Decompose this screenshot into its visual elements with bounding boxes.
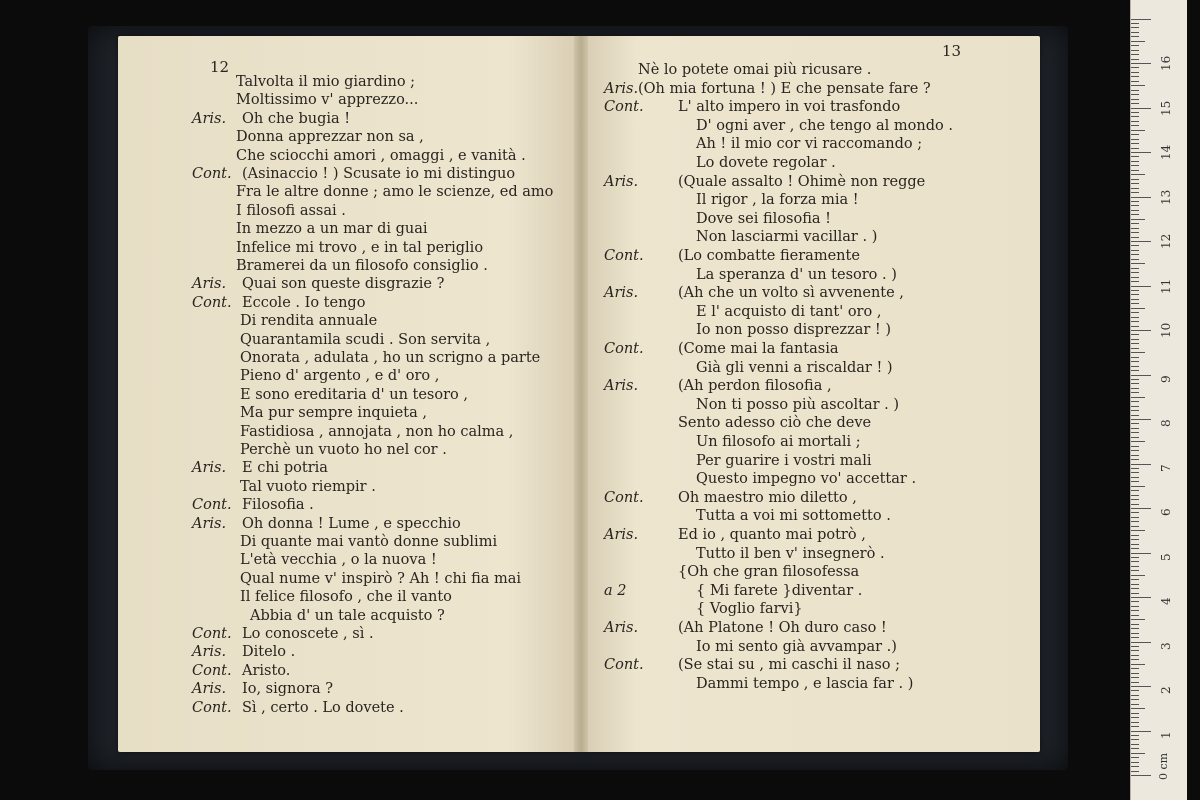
left-page-number: 12 <box>210 58 230 76</box>
ruler-tick <box>1131 268 1139 269</box>
ruler-tick <box>1131 272 1139 273</box>
speaker-label: Aris. <box>604 80 639 97</box>
ruler-tick <box>1131 566 1139 567</box>
speaker-label: a 2 <box>604 582 627 599</box>
ruler-tick <box>1131 312 1139 313</box>
ruler-tick <box>1131 370 1139 371</box>
ruler-tick <box>1131 205 1139 206</box>
ruler-tick <box>1131 152 1151 153</box>
verse-line: (Come mai la fantasia <box>678 341 839 357</box>
ruler-tick <box>1131 188 1139 189</box>
verse-line: { Voglio farvi} <box>696 601 803 618</box>
ruler-tick <box>1131 299 1139 300</box>
speaker-label: Aris. <box>192 110 227 127</box>
ruler-tick <box>1131 704 1139 705</box>
ruler-tick <box>1131 237 1139 238</box>
verse-line: Io non posso disprezzar ! ) <box>696 322 892 339</box>
verse-line: Già gli venni a riscaldar ! ) <box>696 359 893 376</box>
ruler-tick <box>1131 228 1139 229</box>
ruler-tick <box>1131 739 1139 740</box>
ruler-tick <box>1131 584 1139 585</box>
ruler-number: 1 <box>1159 730 1173 739</box>
ruler-tick <box>1131 85 1145 86</box>
speaker-label: Cont. <box>192 294 232 311</box>
ruler-number: 13 <box>1159 189 1173 205</box>
ruler-tick <box>1131 170 1139 171</box>
ruler-tick <box>1131 183 1139 184</box>
verse-line: Ed io , quanto mai potrò , <box>678 527 866 543</box>
verse-line: Oh maestro mio diletto , <box>678 489 857 506</box>
ruler-tick <box>1131 156 1139 157</box>
speaker-label: Aris. <box>192 681 227 698</box>
ruler-tick <box>1131 94 1139 95</box>
ruler-tick <box>1131 277 1139 278</box>
ruler-tick <box>1131 633 1139 634</box>
right-page <box>582 36 1040 752</box>
ruler-tick <box>1131 690 1139 691</box>
verse-line: Onorata , adulata , ho un scrigno a parte <box>240 350 541 366</box>
speaker-label: Cont. <box>604 489 644 506</box>
verse-line: (Ah Platone ! Oh duro caso ! <box>678 620 887 636</box>
ruler-tick <box>1131 722 1139 723</box>
ruler-tick <box>1131 112 1139 113</box>
ruler-tick <box>1131 650 1139 651</box>
ruler-tick <box>1131 450 1139 451</box>
ruler-tick <box>1131 731 1151 732</box>
speaker-label: Aris. <box>192 276 227 293</box>
ruler-number: 5 <box>1159 552 1173 561</box>
verse-line: Dammi tempo , e lascia far . ) <box>696 675 914 692</box>
ruler-tick <box>1131 682 1139 683</box>
verse-line: { Mi farete }diventar . <box>696 582 863 599</box>
ruler-number: 8 <box>1159 419 1173 427</box>
ruler-tick <box>1131 72 1139 73</box>
verse-line: E l' acquisto di tant' oro , <box>696 303 882 320</box>
ruler-tick <box>1131 771 1139 772</box>
speaker-label: Cont. <box>604 341 644 357</box>
ruler-tick <box>1131 481 1139 482</box>
ruler-tick <box>1131 628 1139 629</box>
verse-line: Donna apprezzar non sa , <box>236 129 424 146</box>
ruler-tick <box>1131 63 1151 64</box>
speaker-label: Aris. <box>192 644 227 661</box>
verse-line: Io, signora ? <box>242 681 334 698</box>
verse-line: Perchè un vuoto ho nel cor . <box>240 442 447 458</box>
ruler-tick <box>1131 575 1145 576</box>
ruler-tick <box>1131 343 1139 344</box>
ruler-tick <box>1131 472 1139 473</box>
verse-line: Talvolta il mio giardino ; <box>236 74 416 90</box>
ruler-tick <box>1131 223 1139 224</box>
verse-line: E sono ereditaria d' un tesoro , <box>240 386 468 403</box>
verse-line: Ditelo . <box>242 644 296 661</box>
ruler-tick <box>1131 512 1139 513</box>
ruler-tick <box>1131 281 1139 282</box>
verse-line: Tutto il ben v' insegnerò . <box>696 545 885 562</box>
ruler-tick <box>1131 553 1151 554</box>
ruler-tick <box>1131 210 1139 211</box>
ruler-tick <box>1131 432 1139 433</box>
ruler-tick <box>1131 23 1139 24</box>
verse-line: Ah ! il mio cor vi raccomando ; <box>696 136 923 153</box>
ruler-tick <box>1131 294 1139 295</box>
ruler-tick <box>1131 557 1139 558</box>
ruler-tick <box>1131 36 1139 37</box>
ruler-tick <box>1131 437 1139 438</box>
ruler-tick <box>1131 477 1139 478</box>
ruler-tick <box>1131 130 1145 131</box>
ruler-tick <box>1131 735 1139 736</box>
ruler-tick <box>1131 214 1139 215</box>
measurement-ruler <box>1130 0 1187 800</box>
verse-line: Bramerei da un filosofo consiglio . <box>236 258 488 274</box>
ruler-tick <box>1131 775 1151 776</box>
ruler-tick <box>1131 383 1139 384</box>
speaker-label: Aris. <box>604 620 639 636</box>
verse-line: Il felice filosofo , che il vanto <box>240 589 452 606</box>
verse-line: Ma pur sempre inquieta , <box>240 405 427 422</box>
ruler-tick <box>1131 263 1145 264</box>
ruler-number: 2 <box>1159 686 1173 694</box>
ruler-tick <box>1131 321 1139 322</box>
speaker-label: Cont. <box>192 699 232 716</box>
ruler-tick <box>1131 713 1139 714</box>
verse-line: Dove sei filosofia ! <box>696 210 831 227</box>
verse-line: (Ah che un volto sì avvenente , <box>678 285 904 302</box>
ruler-tick <box>1131 90 1139 91</box>
ruler-number: 6 <box>1159 508 1173 516</box>
speaker-label: Aris. <box>604 173 639 190</box>
ruler-number: 7 <box>1159 463 1173 472</box>
ruler-tick <box>1131 544 1139 545</box>
verse-line: Qual nume v' inspirò ? Ah ! chi fia mai <box>240 570 522 587</box>
ruler-tick <box>1131 201 1139 202</box>
ruler-tick <box>1131 290 1139 291</box>
ruler-tick <box>1131 308 1145 309</box>
ruler-tick <box>1131 50 1139 51</box>
ruler-tick <box>1131 539 1139 540</box>
verse-line: (Oh mia fortuna ! ) E che pensate fare ? <box>638 80 931 97</box>
ruler-tick <box>1131 468 1139 469</box>
ruler-tick <box>1131 254 1139 255</box>
ruler-tick <box>1131 415 1139 416</box>
verse-line: Quai son queste disgrazie ? <box>242 276 445 293</box>
ruler-tick <box>1131 615 1139 616</box>
ruler-tick <box>1131 588 1139 589</box>
verse-line: (Se stai su , mi caschi il naso ; <box>678 657 900 674</box>
ruler-tick <box>1131 624 1139 625</box>
speaker-label: Aris. <box>192 460 227 477</box>
ruler-tick <box>1131 357 1139 358</box>
verse-line: Infelice mi trovo , e in tal periglio <box>236 239 484 256</box>
ruler-tick <box>1131 134 1139 135</box>
ruler-tick <box>1131 125 1139 126</box>
speaker-label: Aris. <box>604 527 639 543</box>
ruler-tick <box>1131 610 1139 611</box>
ruler-tick <box>1131 619 1145 620</box>
ruler-tick <box>1131 139 1139 140</box>
verse-line: In mezzo a un mar di guai <box>236 221 428 238</box>
ruler-tick <box>1131 597 1151 598</box>
ruler-tick <box>1131 250 1139 251</box>
ruler-tick <box>1131 179 1139 180</box>
verse-line: Questo impegno vo' accettar . <box>696 471 917 488</box>
ruler-number: 9 <box>1159 374 1173 383</box>
verse-line: (Quale assalto ! Ohimè non regge <box>678 173 926 190</box>
ruler-tick <box>1131 695 1139 696</box>
verse-line: D' ogni aver , che tengo al mondo . <box>696 117 953 134</box>
ruler-tick <box>1131 521 1139 522</box>
ruler-tick <box>1131 642 1151 643</box>
ruler-tick <box>1131 668 1139 669</box>
ruler-tick <box>1131 664 1145 665</box>
ruler-tick <box>1131 570 1139 571</box>
verse-line: Aristo. <box>242 662 291 679</box>
ruler-tick <box>1131 232 1139 233</box>
verse-line: Quarantamila scudi . Son servita , <box>240 331 491 348</box>
verse-line: Moltissimo v' apprezzo... <box>236 92 419 109</box>
ruler-tick <box>1131 219 1145 220</box>
ruler-tick <box>1131 348 1139 349</box>
ruler-tick <box>1131 103 1139 104</box>
ruler-tick <box>1131 67 1139 68</box>
ruler-number: 12 <box>1159 233 1173 249</box>
speaker-label: Cont. <box>192 497 232 514</box>
verse-line: (Asinaccio ! ) Scusate io mi distinguo <box>242 166 516 182</box>
verse-line: Io mi sento già avvampar .) <box>696 638 897 655</box>
ruler-tick <box>1131 41 1145 42</box>
left-page <box>118 36 578 752</box>
ruler-tick <box>1131 637 1139 638</box>
ruler-tick <box>1131 717 1139 718</box>
ruler-tick <box>1131 54 1139 55</box>
verse-line: Non ti posso più ascoltar . ) <box>696 396 899 413</box>
ruler-tick <box>1131 530 1145 531</box>
ruler-tick <box>1131 99 1139 100</box>
speaker-label: Aris. <box>604 285 639 302</box>
ruler-tick <box>1131 334 1139 335</box>
ruler-tick <box>1131 548 1139 549</box>
ruler-tick <box>1131 108 1151 109</box>
ruler-tick <box>1131 361 1139 362</box>
ruler-tick <box>1131 32 1139 33</box>
ruler-number: 4 <box>1159 597 1173 605</box>
ruler-tick <box>1131 76 1139 77</box>
ruler-tick <box>1131 375 1151 376</box>
ruler-tick <box>1131 286 1151 287</box>
verse-line: Oh che bugia ! <box>242 110 351 127</box>
verse-line: La speranza d' un tesoro . ) <box>696 266 897 283</box>
ruler-number: 15 <box>1159 100 1173 116</box>
verse-line: Lo conoscete , sì . <box>242 626 374 642</box>
ruler-tick <box>1131 699 1139 700</box>
verse-line: Sì , certo . Lo dovete . <box>242 699 404 716</box>
ruler-tick <box>1131 601 1139 602</box>
ruler-tick <box>1131 241 1151 242</box>
ruler-tick <box>1131 748 1139 749</box>
ruler-tick <box>1131 517 1139 518</box>
ruler-tick <box>1131 245 1139 246</box>
verse-line: Fastidiosa , annojata , non ho calma , <box>240 423 514 440</box>
ruler-tick <box>1131 655 1139 656</box>
ruler-tick <box>1131 192 1139 193</box>
verse-line: Eccole . Io tengo <box>242 294 366 311</box>
verse-line: Filosofia . <box>242 497 314 514</box>
verse-line: E chi potria <box>242 460 328 477</box>
ruler-number: 16 <box>1159 55 1173 71</box>
speaker-label: Aris. <box>192 515 227 532</box>
book-gutter <box>574 36 588 752</box>
ruler-tick <box>1131 259 1139 260</box>
ruler-tick <box>1131 45 1139 46</box>
ruler-tick <box>1131 143 1139 144</box>
ruler-tick <box>1131 499 1139 500</box>
ruler-tick <box>1131 423 1139 424</box>
ruler-tick <box>1131 606 1139 607</box>
ruler-tick <box>1131 410 1139 411</box>
verse-line: Di rendita annuale <box>240 313 378 330</box>
ruler-tick <box>1131 352 1145 353</box>
ruler-tick <box>1131 165 1139 166</box>
ruler-tick <box>1131 508 1151 509</box>
ruler-tick <box>1131 27 1139 28</box>
verse-line: Il rigor , la forza mia ! <box>696 192 859 209</box>
verse-line: Di quante mai vantò donne sublimi <box>240 534 498 550</box>
ruler-tick <box>1131 81 1139 82</box>
ruler-tick <box>1131 686 1151 687</box>
verse-line: Tutta a voi mi sottometto . <box>696 508 891 525</box>
speaker-label: Cont. <box>192 662 232 679</box>
ruler-tick <box>1131 317 1139 318</box>
ruler-tick <box>1131 673 1139 674</box>
ruler-number: 14 <box>1159 144 1173 160</box>
verse-line: Lo dovete regolar . <box>696 155 836 171</box>
ruler-tick <box>1131 392 1139 393</box>
verse-line: Fra le altre donne ; amo le scienze, ed amo <box>236 184 554 201</box>
ruler-tick <box>1131 659 1139 660</box>
verse-line: Che sciocchi amori , omaggi , e vanità . <box>236 147 526 164</box>
ruler-number: 10 <box>1159 322 1173 338</box>
ruler-tick <box>1131 330 1151 331</box>
ruler-tick <box>1131 490 1139 491</box>
ruler-tick <box>1131 406 1139 407</box>
ruler-tick <box>1131 726 1139 727</box>
verse-line: Abbia d' un tale acquisto ? <box>250 607 445 624</box>
speaker-label: Cont. <box>604 99 644 116</box>
ruler-number: 3 <box>1159 641 1173 650</box>
ruler-tick <box>1131 161 1139 162</box>
ruler-tick <box>1131 441 1145 442</box>
ruler-tick <box>1131 174 1145 175</box>
ruler-tick <box>1131 744 1139 745</box>
ruler-tick <box>1131 762 1139 763</box>
ruler-tick <box>1131 757 1139 758</box>
ruler-tick <box>1131 753 1145 754</box>
ruler-tick <box>1131 59 1139 60</box>
speaker-label: Cont. <box>192 626 232 642</box>
ruler-tick <box>1131 561 1139 562</box>
ruler-tick <box>1131 766 1139 767</box>
ruler-tick <box>1131 366 1139 367</box>
verse-line: L'età vecchia , o la nuova ! <box>240 552 437 569</box>
verse-line: Per guarire i vostri mali <box>696 452 872 469</box>
ruler-tick <box>1131 121 1139 122</box>
ruler-tick <box>1131 464 1151 465</box>
ruler-tick <box>1131 379 1139 380</box>
verse-line: Pieno d' argento , e d' oro , <box>240 368 440 385</box>
verse-line: (Ah perdon filosofia , <box>678 378 832 395</box>
ruler-unit-label: 0 cm <box>1157 752 1170 780</box>
verse-line: {Oh che gran filosofessa <box>678 564 860 581</box>
ruler-tick <box>1131 459 1139 460</box>
ruler-tick <box>1131 708 1145 709</box>
ruler-tick <box>1131 428 1139 429</box>
verse-line: Sento adesso ciò che deve <box>678 415 872 432</box>
ruler-tick <box>1131 339 1139 340</box>
ruler-tick <box>1131 455 1139 456</box>
ruler-tick <box>1131 593 1139 594</box>
verse-line: Tal vuoto riempir . <box>240 478 376 495</box>
ruler-tick <box>1131 19 1151 20</box>
ruler-tick <box>1131 486 1145 487</box>
verse-line: L' alto impero in voi trasfondo <box>678 99 901 116</box>
right-page-number: 13 <box>942 42 962 60</box>
ruler-tick <box>1131 535 1139 536</box>
ruler-tick <box>1131 419 1151 420</box>
ruler-tick <box>1131 579 1139 580</box>
speaker-label: Aris. <box>604 378 639 395</box>
ruler-tick <box>1131 326 1139 327</box>
verse-line: Oh donna ! Lume , e specchio <box>242 515 461 532</box>
ruler-tick <box>1131 148 1139 149</box>
verse-line: Non lasciarmi vacillar . ) <box>696 229 878 246</box>
ruler-tick <box>1131 388 1139 389</box>
ruler-tick <box>1131 504 1139 505</box>
verse-line: I filosofi assai . <box>236 202 346 219</box>
ruler-tick <box>1131 116 1139 117</box>
ruler-tick <box>1131 446 1139 447</box>
ruler-tick <box>1131 495 1139 496</box>
verse-line: (Lo combatte fieramente <box>678 248 860 264</box>
speaker-label: Cont. <box>192 166 232 182</box>
ruler-tick <box>1131 646 1139 647</box>
ruler-tick <box>1131 526 1139 527</box>
ruler-tick <box>1131 303 1139 304</box>
ruler-tick <box>1131 397 1145 398</box>
speaker-label: Cont. <box>604 657 644 674</box>
ruler-number: 11 <box>1159 278 1173 294</box>
ruler-tick <box>1131 197 1151 198</box>
verse-line: Nè lo potete omai più ricusare . <box>638 62 872 78</box>
verse-line: Un filosofo ai mortali ; <box>696 434 861 450</box>
speaker-label: Cont. <box>604 248 644 264</box>
ruler-tick <box>1131 401 1139 402</box>
ruler-tick <box>1131 677 1139 678</box>
